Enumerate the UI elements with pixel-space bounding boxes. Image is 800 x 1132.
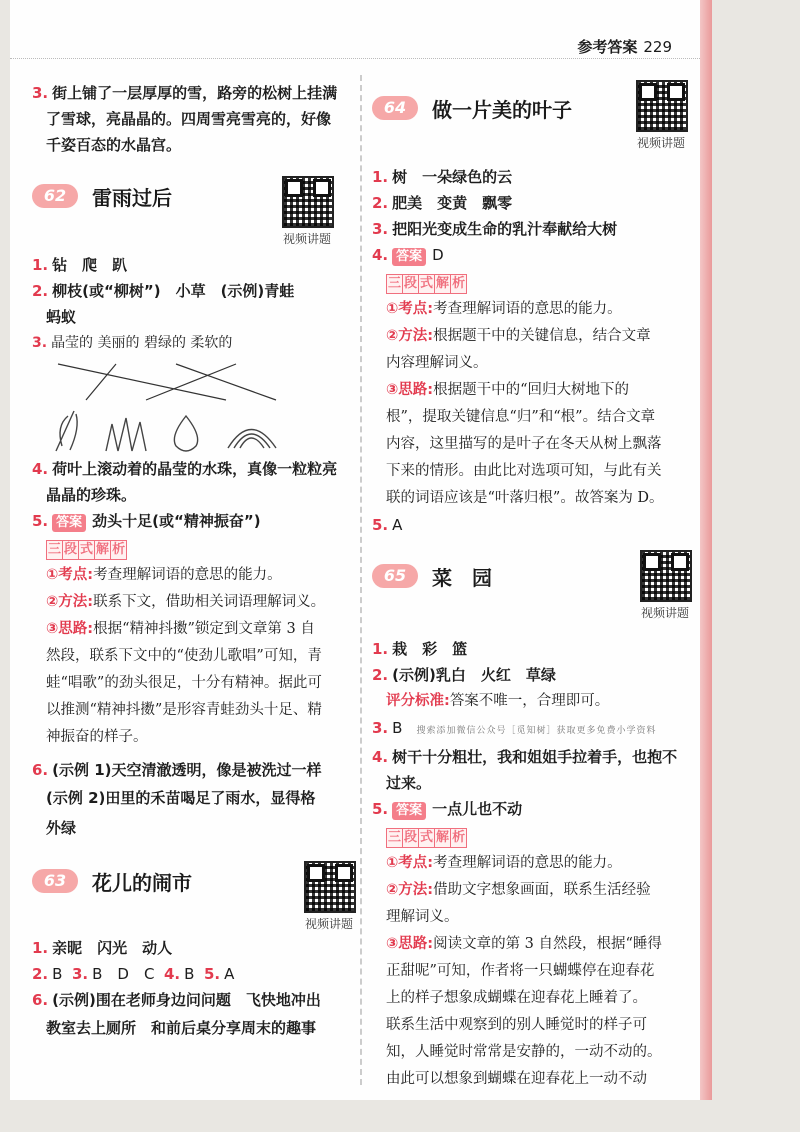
keyword: ①考点: <box>386 855 434 871</box>
q-number: 1. <box>372 640 389 658</box>
answer-text: 钻 爬 趴 <box>52 256 128 274</box>
answer-text: A <box>224 965 235 983</box>
label-char: 段 <box>62 540 79 560</box>
q-number: 5. <box>203 965 221 983</box>
line: 联的词语应该是“叶落归根”。故答案为 D。 <box>386 490 664 506</box>
line: 教室去上厕所 和前后桌分享周末的趣事 <box>46 1019 317 1037</box>
q-number: 1. <box>32 256 49 274</box>
q4 <box>372 744 692 770</box>
q-number: 5. <box>32 512 49 530</box>
label-char: 析 <box>450 274 467 294</box>
analysis-text: 根据题干中的关键信息，结合文章 <box>433 328 651 344</box>
line: 根”，提取关键信息“归”和“根”。结合文章 <box>386 409 656 425</box>
q1 <box>372 636 692 662</box>
analysis-text: 借助文字想象画面，联系生活经验 <box>433 882 651 898</box>
right-column <box>372 80 692 1093</box>
q-number: 5. <box>372 516 389 534</box>
lesson-number-badge: 63 <box>32 869 78 893</box>
q4 <box>32 456 352 482</box>
match-line <box>86 364 116 400</box>
line: 理解词义。 <box>386 909 459 925</box>
score-standard <box>372 688 692 715</box>
lesson-number-badge: 62 <box>32 184 78 208</box>
answer-text: 树干十分粗壮，我和姐姐手拉着手，也抱不 <box>392 748 678 766</box>
line: 然段，联系下文中的“使劲儿歌唱”可知，青 <box>46 648 322 664</box>
label-char: 三 <box>46 540 63 560</box>
droplet-picture <box>174 416 197 451</box>
label-char: 式 <box>418 274 435 294</box>
keyword: ②方法: <box>386 882 434 898</box>
qr-code-icon[interactable] <box>640 550 692 602</box>
answer-text: B D C <box>92 965 155 983</box>
answer-text: 柳枝(或“柳树”) 小草 (示例)青蛙 <box>52 282 295 300</box>
line: 外绿 <box>46 819 77 837</box>
q1 <box>372 164 692 190</box>
analysis-thought <box>32 616 352 643</box>
line: 千姿百态的水晶宫。 <box>46 136 182 154</box>
analysis-text: 根据“精神抖擞”锁定到文章第 3 自 <box>93 621 315 637</box>
line: 知，人睡觉时常常是安静的，一动不动的。 <box>386 1044 662 1060</box>
q3-prev <box>32 80 352 106</box>
answer-text: D <box>432 246 444 264</box>
q1 <box>32 935 352 961</box>
q-number: 5. <box>372 800 389 818</box>
label-char: 式 <box>418 828 435 848</box>
q1 <box>32 252 352 278</box>
header-title <box>577 36 672 57</box>
watermark-note: 搜索添加微信公众号［觅知树］获取更多免费小学资料 <box>416 726 657 736</box>
answer-page <box>10 0 700 1100</box>
lesson-65-header <box>372 548 692 620</box>
keyword: ②方法: <box>386 328 434 344</box>
three-step-analysis-label <box>46 538 126 560</box>
label-char: 三 <box>386 828 403 848</box>
header-title-text: 参考答案 <box>577 38 638 56</box>
lesson-title: 菜 园 <box>432 566 492 590</box>
line: 下来的情形。由此比对选项可知，与此有关 <box>386 463 662 479</box>
answer-badge: 答案 <box>392 248 426 266</box>
analysis-text: 答案不唯一，合理即可。 <box>449 693 610 709</box>
page-edge <box>700 0 712 1100</box>
q-number: 4. <box>372 748 389 766</box>
keyword: ①考点: <box>46 567 94 583</box>
q-number: 3. <box>372 220 389 238</box>
analysis-thought <box>372 377 692 404</box>
q-number: 1. <box>372 168 389 186</box>
answer-text: B <box>52 965 63 983</box>
line: 内容理解词义。 <box>386 355 488 371</box>
lesson-62-header <box>32 168 352 246</box>
q-number: 3. <box>32 84 49 102</box>
q3 <box>372 216 692 242</box>
lesson-63-header <box>32 853 353 931</box>
answer-badge: 答案 <box>392 802 426 820</box>
analysis-point <box>32 562 352 589</box>
qr-caption: 视频讲题 <box>640 606 689 620</box>
q2-q5 <box>32 961 352 987</box>
answer-text: (示例)乳白 火红 草绿 <box>392 666 556 684</box>
line: 晶晶的珍珠。 <box>46 486 137 504</box>
keyword: ③思路: <box>46 621 94 637</box>
q2 <box>372 662 692 688</box>
lesson-title: 花儿的闹市 <box>92 871 192 895</box>
line: 上的样子想象成蝴蝶在迎春花上睡着了。 <box>386 990 647 1006</box>
matching-diagram <box>46 356 352 456</box>
q-number: 3. <box>372 719 389 737</box>
qr-code-icon[interactable] <box>636 80 688 132</box>
column-divider <box>360 75 362 1085</box>
keyword: ②方法: <box>46 594 94 610</box>
q-number: 3. <box>32 335 48 351</box>
q-number: 6. <box>32 991 49 1009</box>
analysis-point <box>372 850 692 877</box>
qr-caption: 视频讲题 <box>636 136 685 150</box>
matching-lines <box>46 356 286 456</box>
answer-text: 亲昵 闪光 动人 <box>52 939 173 957</box>
header-rule <box>10 58 700 59</box>
analysis-text: 考查理解词语的意思的能力。 <box>433 855 622 871</box>
q5 <box>32 508 352 534</box>
q-number: 2. <box>32 965 49 983</box>
rainbow-picture <box>228 430 276 449</box>
answer-text: 树 一朵绿色的云 <box>392 168 513 186</box>
answer-text: 一点儿也不动 <box>432 800 523 818</box>
answer-text: B <box>392 719 403 737</box>
answer-text: A <box>392 516 403 534</box>
q4 <box>372 242 692 268</box>
label-char: 式 <box>78 540 95 560</box>
qr-caption: 视频讲题 <box>282 232 331 246</box>
q-number: 3. <box>71 965 89 983</box>
label-char: 析 <box>450 828 467 848</box>
q-number: 6. <box>32 761 49 779</box>
line: 过来。 <box>386 774 432 792</box>
answer-text: (示例 1)天空清澈透明，像是被洗过一样 <box>52 761 322 779</box>
grass-picture <box>106 418 146 451</box>
qr-caption: 视频讲题 <box>304 917 353 931</box>
analysis-method <box>372 323 692 350</box>
answer-text: 劲头十足(或“精神振奋”) <box>92 512 261 530</box>
page-number: 229 <box>643 38 672 56</box>
q2 <box>372 190 692 216</box>
line: 神振奋的样子。 <box>46 729 148 745</box>
label-char: 解 <box>94 540 111 560</box>
answer-badge: 答案 <box>52 514 86 532</box>
lesson-64-header <box>372 80 692 150</box>
line: 正甜呢”可知，作者将一只蝴蝶停在迎春花 <box>386 963 655 979</box>
q5 <box>372 796 692 822</box>
q2 <box>32 278 352 304</box>
keyword: 评分标准: <box>386 693 450 709</box>
keyword: ③思路: <box>386 936 434 952</box>
q-number: 4. <box>164 965 181 983</box>
three-step-analysis-label <box>386 272 466 294</box>
label-char: 解 <box>434 274 451 294</box>
line: 以推测“精神抖擞”是形容青蛙劲头十足、精 <box>46 702 322 718</box>
q5 <box>372 512 692 538</box>
lesson-number-badge: 64 <box>372 96 418 120</box>
lesson-title: 做一片美的叶子 <box>432 98 572 122</box>
line: 内容，这里描写的是叶子在冬天从树上飘落 <box>386 436 662 452</box>
line: 蛙“唱歌”的劲头很足，十分有精神。据此可 <box>46 675 322 691</box>
line: (示例 2)田里的禾苗喝足了雨水，显得格 <box>46 789 316 807</box>
answer-text: B <box>184 965 195 983</box>
label-char: 解 <box>434 828 451 848</box>
answer-text: 荷叶上滚动着的晶莹的水珠，真像一粒粒亮 <box>52 460 338 478</box>
q-number: 2. <box>372 666 389 684</box>
keyword: ③思路: <box>386 382 434 398</box>
analysis-text: 联系下文，借助相关词语理解词义。 <box>93 594 326 610</box>
q-number: 2. <box>32 282 49 300</box>
analysis-text: 考查理解词语的意思的能力。 <box>93 567 282 583</box>
line: 了雪球，亮晶晶的。四周雪亮雪亮的，好像 <box>46 110 332 128</box>
analysis-text: 考查理解词语的意思的能力。 <box>433 301 622 317</box>
match-line <box>58 364 226 400</box>
q3-matching <box>32 330 352 356</box>
willow-picture <box>56 411 77 451</box>
answer-text: 栽 彩 篮 <box>392 640 468 658</box>
answer-text: (示例)围在老师身边问问题 飞快地冲出 <box>52 991 321 1009</box>
q-number: 4. <box>32 460 49 478</box>
match-word: 美丽的 <box>97 335 140 351</box>
match-word: 柔软的 <box>190 335 233 351</box>
q3 <box>372 715 692 744</box>
line: 街上铺了一层厚厚的雪，路旁的松树上挂满 <box>52 84 338 102</box>
analysis-text: 阅读文章的第 3 自然段，根据“睡得 <box>433 936 662 952</box>
analysis-text: 根据题干中的“回归大树地下的 <box>433 382 629 398</box>
label-char: 析 <box>110 540 127 560</box>
analysis-method <box>372 877 692 904</box>
q6 <box>32 987 352 1013</box>
line: 蚂蚁 <box>46 308 77 326</box>
answer-text: 肥美 变黄 飘零 <box>392 194 513 212</box>
analysis-point <box>372 296 692 323</box>
page-header <box>10 30 700 60</box>
left-column <box>32 80 352 1043</box>
q-number: 2. <box>372 194 389 212</box>
q-number: 4. <box>372 246 389 264</box>
lesson-title: 雷雨过后 <box>92 186 172 210</box>
label-char: 三 <box>386 274 403 294</box>
line: 由此可以想象到蝴蝶在迎春花上一动不动 <box>386 1071 647 1087</box>
analysis-thought <box>372 931 692 958</box>
line: 联系生活中观察到的别人睡觉时的样子可 <box>386 1017 647 1033</box>
q6 <box>32 757 352 783</box>
label-char: 段 <box>402 828 419 848</box>
match-word: 晶莹的 <box>51 335 94 351</box>
analysis-method <box>32 589 352 616</box>
keyword: ①考点: <box>386 301 434 317</box>
three-step-analysis-label <box>386 826 466 848</box>
qr-code-icon[interactable] <box>304 861 356 913</box>
answer-text: 把阳光变成生命的乳汁奉献给大树 <box>392 220 618 238</box>
label-char: 段 <box>402 274 419 294</box>
lesson-number-badge: 65 <box>372 564 418 588</box>
qr-code-icon[interactable] <box>282 176 334 228</box>
match-word: 碧绿的 <box>143 335 186 351</box>
q-number: 1. <box>32 939 49 957</box>
